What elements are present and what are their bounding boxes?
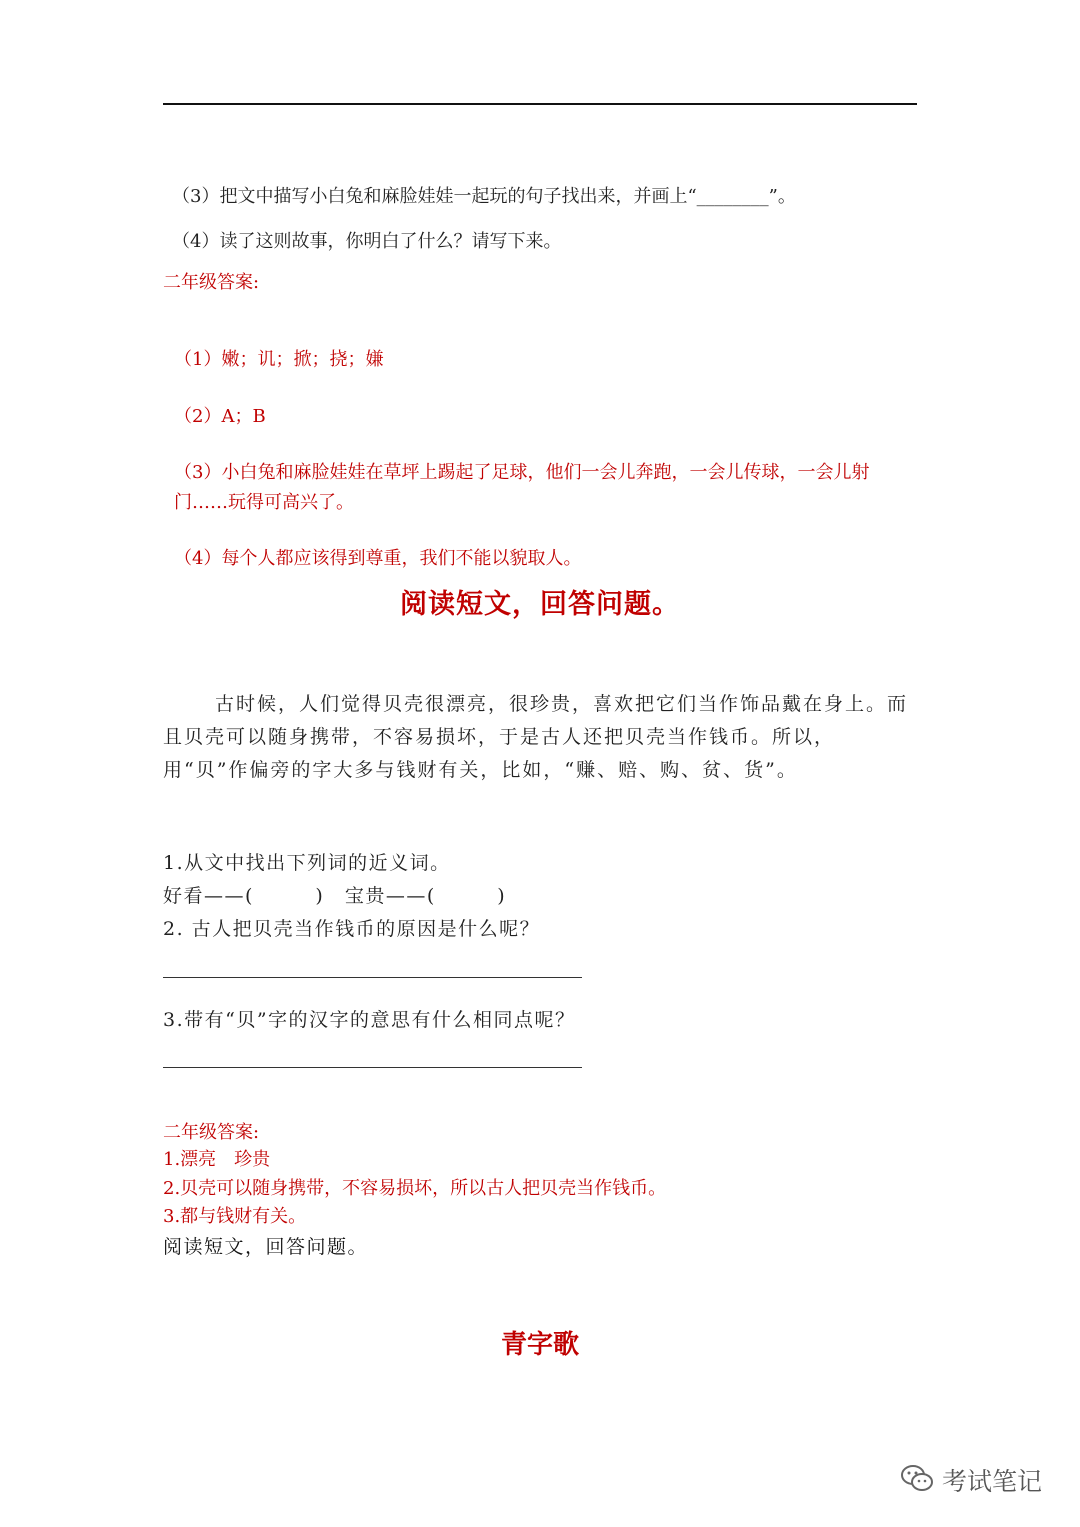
- answer-line-3: [163, 1067, 582, 1068]
- question-3: （3）把文中描写小白兔和麻脸娃娃一起玩的句子找出来，并画上“________”。: [172, 186, 796, 207]
- header-rule: [163, 103, 917, 105]
- wechat-icon: [900, 1463, 934, 1497]
- answer-line-2: [163, 977, 582, 978]
- watermark-text: 考试笔记: [942, 1467, 1043, 1496]
- section-title: 阅读短文，回答问题。: [400, 589, 680, 620]
- exercise-3: 3.带有“贝”字的汉字的意思有什么相同点呢？: [163, 1009, 576, 1031]
- answer-2-1: 1.漂亮 珍贵: [163, 1149, 271, 1170]
- answer-2-2: 2.贝壳可以随身携带，不容易损坏，所以古人把贝壳当作钱币。: [163, 1178, 667, 1199]
- exercise-1-words: 好看——( ) 宝贵——( ): [163, 885, 507, 907]
- watermark: [900, 1462, 1042, 1498]
- answer-4: （4）每个人都应该得到尊重，我们不能以貌取人。: [174, 548, 582, 569]
- exercise-1: 1.从文中找出下列词的近义词。: [163, 852, 451, 874]
- passage-text: 古时候，人们觉得贝壳很漂亮，很珍贵，喜欢把它们当作饰品戴在身上。而且贝壳可以随身携带，不容易损坏，于是古人还把贝壳当作钱币。所以，用“贝”作偏旁的字大多与钱财有关，比如，“赚、赔、购、贫、货”。: [163, 693, 909, 781]
- passage: [163, 688, 919, 787]
- section-3-intro: 阅读短文，回答问题。: [163, 1236, 369, 1258]
- poem-title: 青字歌: [500, 1330, 579, 1360]
- answers-heading-2: 二年级答案:: [163, 1122, 260, 1143]
- answer-1: （1）嫩；讥；掀；挠；嫌: [174, 349, 384, 370]
- answer-2-3: 3.都与钱财有关。: [163, 1206, 307, 1227]
- answers-heading: 二年级答案:: [163, 272, 260, 293]
- exercise-2: 2. 古人把贝壳当作钱币的原因是什么呢？: [163, 918, 541, 940]
- question-4: （4）读了这则故事，你明白了什么？请写下来。: [172, 231, 562, 252]
- answer-3: （3）小白兔和麻脸娃娃在草坪上踢起了足球，他们一会儿奔跑，一会儿传球，一会儿射门……玩得可高兴了。: [174, 462, 870, 513]
- answer-2: （2）A；B: [174, 406, 266, 427]
